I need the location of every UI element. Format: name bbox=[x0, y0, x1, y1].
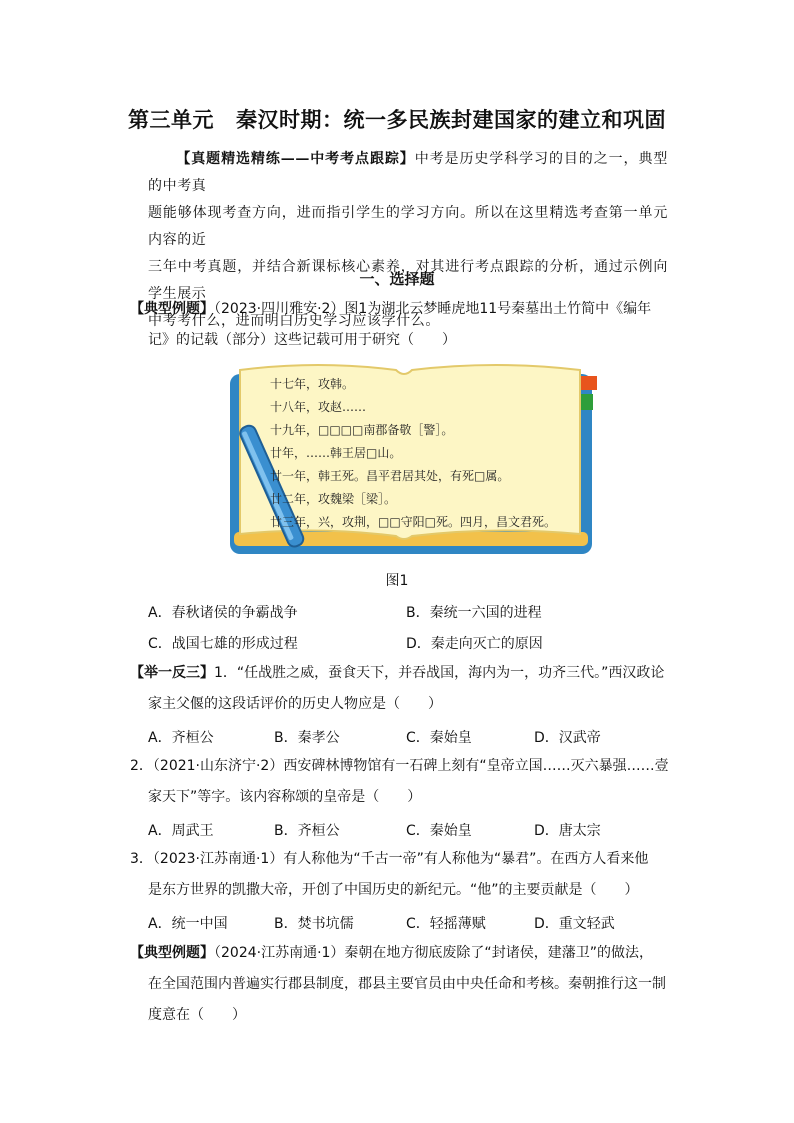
question-text-line-2: 是东方世界的凯撒大帝，开创了中国历史的新纪元。“他”的主要贡献是（ ） bbox=[148, 882, 639, 898]
question-text-line-2: 在全国范围内普遍实行郡县制度，郡县主要官员由中央任命和考核。秦朝推行这一制 bbox=[148, 976, 666, 992]
option-c: C．战国七雄的形成过程 bbox=[148, 636, 298, 652]
question-typical-1 bbox=[130, 294, 676, 356]
option-a: A．统一中国 bbox=[148, 916, 228, 932]
option-b: B．秦孝公 bbox=[274, 730, 340, 746]
book-line-2: 十八年，攻赵…… bbox=[270, 400, 367, 414]
intro-line-1: 中考是历史学科学习的目的之一，典型的中考真 bbox=[148, 151, 668, 194]
question-text-line-2: 家主父偃的这段话评价的历史人物应是（ ） bbox=[148, 696, 442, 712]
option-c: C．秦始皇 bbox=[406, 730, 472, 746]
question-practice-2 bbox=[130, 751, 676, 813]
book-line-1: 十七年，攻韩。 bbox=[270, 377, 355, 391]
unit-number: 第三单元 bbox=[128, 108, 214, 132]
book-figure bbox=[218, 356, 598, 566]
book-line-3: 十九年，□□□□南郡备敬［警］。 bbox=[270, 423, 454, 437]
option-a: A．周武王 bbox=[148, 823, 214, 839]
bookmark-green bbox=[581, 394, 593, 410]
question-text-line-1: 2．（2021·山东济宁·2）西安碑林博物馆有一石碑上刻有“皇帝立国……灭六暴强……壹 bbox=[130, 758, 669, 774]
option-b: B．秦统一六国的进程 bbox=[406, 605, 542, 621]
intro-tag: 【真题精选精练——中考考点跟踪】 bbox=[176, 151, 415, 167]
question-typical-2 bbox=[130, 938, 676, 1031]
question-tag: 【典型例题】 bbox=[130, 945, 214, 961]
option-c: C．秦始皇 bbox=[406, 823, 472, 839]
section-heading: 一、选择题 bbox=[359, 270, 435, 288]
question-practice-3 bbox=[130, 844, 676, 906]
bookmark-red bbox=[581, 376, 597, 390]
question-text-line-2: 家天下”等字。该内容称颂的皇帝是（ ） bbox=[148, 789, 422, 805]
option-c: C．轻摇薄赋 bbox=[406, 916, 486, 932]
option-a: A．春秋诸侯的争霸战争 bbox=[148, 605, 298, 621]
question-tag: 【典型例题】 bbox=[130, 301, 214, 317]
option-b: B．焚书坑儒 bbox=[274, 916, 354, 932]
book-line-4: 廿年，……韩王居□山。 bbox=[270, 446, 402, 460]
question-text-line-3: 度意在（ ） bbox=[148, 1007, 246, 1023]
book-line-5: 廿一年，韩王死。昌平君居其处，有死□属。 bbox=[270, 469, 510, 483]
question-text-line-1: 1．“任战胜之威，蚕食天下，并吞战国，海内为一，功齐三代。”西汉政论 bbox=[214, 665, 665, 681]
question-text-line-1: 3．（2023·江苏南通·1）有人称他为“千古一帝”有人称他为“暴君”。在西方人看来他 bbox=[130, 851, 649, 867]
option-d: D．秦走向灭亡的原因 bbox=[406, 636, 543, 652]
unit-title bbox=[0, 104, 794, 134]
question-text-line-1: （2023·四川雅安·2）图1为湖北云梦睡虎地11号秦墓出土竹简中《编年 bbox=[214, 301, 652, 317]
intro-line-4: 中考考什么，进而明白历史学习应该学什么。 bbox=[148, 313, 440, 329]
figure-caption: 图1 bbox=[385, 573, 409, 589]
unit-name: 秦汉时期：统一多民族封建国家的建立和巩固 bbox=[236, 108, 666, 132]
option-b: B．齐桓公 bbox=[274, 823, 340, 839]
option-d: D．汉武帝 bbox=[534, 730, 601, 746]
option-d: D．唐太宗 bbox=[534, 823, 601, 839]
question-tag: 【举一反三】 bbox=[130, 665, 214, 681]
question-text-line-1: （2024·江苏南通·1）秦朝在地方彻底废除了“封诸侯，建藩卫”的做法， bbox=[214, 945, 653, 961]
option-a: A．齐桓公 bbox=[148, 730, 214, 746]
book-line-6: 廿二年，攻魏梁［梁］。 bbox=[270, 492, 397, 506]
question-text-line-2: 记》的记载（部分）这些记载可用于研究（ ） bbox=[148, 332, 456, 348]
intro-line-2: 题能够体现考查方向，进而指引学生的学习方向。所以在这里精选考查第一单元内容的近 bbox=[148, 205, 668, 248]
option-d: D．重文轻武 bbox=[534, 916, 615, 932]
intro-line-3: 三年中考真题，并结合新课标核心素养，对其进行考点跟踪的分析，通过示例向学生展示 bbox=[148, 259, 668, 302]
question-practice-1 bbox=[130, 658, 676, 720]
book-line-7: 廿三年，兴，攻荆，□□守阳□死。四月，昌文君死。 bbox=[270, 515, 557, 529]
